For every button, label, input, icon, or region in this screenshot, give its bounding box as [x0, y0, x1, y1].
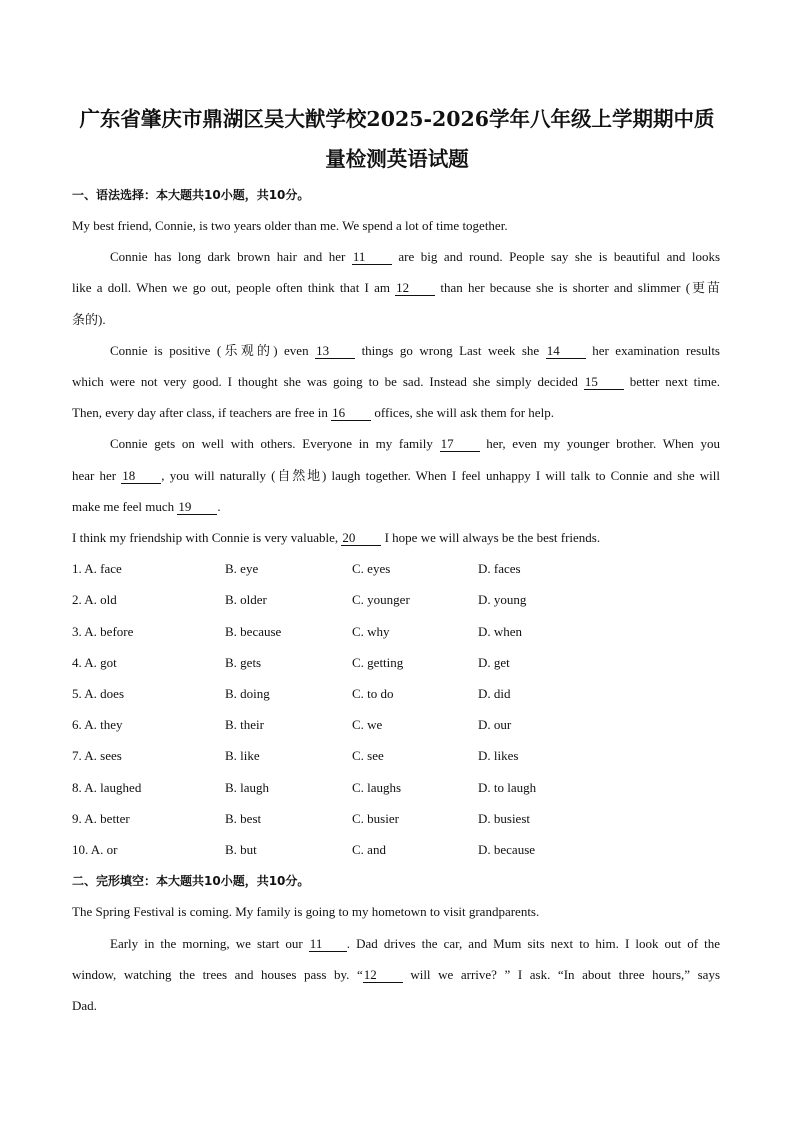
answer-blank: 18 [121, 469, 161, 484]
passage-line: 条的). [72, 312, 106, 327]
passage-line: Connie gets on well with others. Everyone in my family 17 her, even my younger brother. When you [110, 436, 720, 451]
exam-title-line-1: 广东省肇庆市鼎湖区吴大猷学校2025-2026学年八年级上学期期中质 [79, 107, 715, 131]
answer-blank: 19 [177, 500, 217, 515]
option-c[interactable]: C. younger [352, 592, 410, 607]
option-d[interactable]: D. busiest [478, 811, 530, 826]
option-a[interactable]: or [106, 842, 118, 857]
passage-line: hear her 18 , you will naturally (自然地) laugh together. When I feel unhappy I will talk to Connie and she will [72, 468, 721, 483]
section-2-heading: 二、完形填空：本大题共10小题，共10分。 [72, 874, 310, 888]
option-c[interactable]: C. we [352, 717, 383, 732]
option-d[interactable]: D. get [478, 655, 510, 670]
passage-line: Connie is positive (乐观的) even 13 things go wrong Last week she 14 her examination results [110, 343, 720, 358]
option-b[interactable]: B. gets [225, 655, 262, 670]
option-d[interactable]: D. because [478, 842, 536, 857]
answer-blank: 17 [440, 437, 480, 452]
option-a[interactable]: better [100, 811, 130, 826]
passage-line: window, watching the trees and houses pass by. “12 will we arrive? ” I ask. “In about three hours,” says [72, 967, 721, 982]
section-1-heading: 一、语法选择：本大题共10小题，共10分。 [72, 188, 310, 202]
passage-line: I think my friendship with Connie is very valuable, 20 I hope we will always be the best friends. [72, 530, 601, 545]
passage-line: Dad. [72, 998, 97, 1013]
option-b[interactable]: B. doing [225, 686, 270, 701]
option-a[interactable]: old [100, 592, 117, 607]
option-c[interactable]: C. to do [352, 686, 394, 701]
option-d[interactable]: D. faces [478, 561, 521, 576]
option-d[interactable]: D. likes [478, 748, 519, 763]
option-d[interactable]: D. our [478, 717, 512, 732]
answer-blank: 15 [584, 375, 624, 390]
option-a[interactable]: before [100, 624, 134, 639]
passage-line: Connie has long dark brown hair and her 11 are big and round. People say she is beautiful and looks [110, 249, 721, 264]
option-a[interactable]: sees [100, 748, 122, 763]
answer-blank: 11 [309, 937, 347, 952]
passage-line: Then, every day after class, if teachers are free in 16 offices, she will ask them for help. [72, 405, 554, 420]
option-c[interactable]: C. eyes [352, 561, 391, 576]
option-b[interactable]: B. their [225, 717, 264, 732]
option-d[interactable]: D. when [478, 624, 523, 639]
option-a[interactable]: they [100, 717, 123, 732]
option-a[interactable]: got [100, 655, 117, 670]
option-d[interactable]: D. to laugh [478, 780, 537, 795]
option-c[interactable]: C. why [352, 624, 390, 639]
option-c[interactable]: C. and [352, 842, 386, 857]
passage-line: which were not very good. I thought she was going to be sad. Instead she simply decided 15 better next time. [72, 374, 720, 389]
option-a[interactable]: laughed [100, 780, 142, 795]
passage-line: like a doll. When we go out, people often think that I am 12 than her because she is shorter and slimmer (更苗 [72, 280, 720, 295]
option-a[interactable]: does [100, 686, 125, 701]
answer-blank: 16 [331, 406, 371, 421]
option-c[interactable]: C. getting [352, 655, 404, 670]
option-c[interactable]: C. busier [352, 811, 399, 826]
answer-blank: 12 [363, 968, 403, 983]
answer-blank: 12 [395, 281, 435, 296]
option-b[interactable]: B. eye [225, 561, 259, 576]
option-b[interactable]: B. laugh [225, 780, 270, 795]
option-c[interactable]: C. see [352, 748, 384, 763]
option-b[interactable]: B. because [225, 624, 282, 639]
option-d[interactable]: D. did [478, 686, 511, 701]
passage-line: Early in the morning, we start our 11 . Dad drives the car, and Mum sits next to him. I look out of the [110, 936, 720, 951]
exam-page: 广东省肇庆市鼎湖区吴大猷学校2025-2026学年八年级上学期期中质 量检测英语试题 一、语法选择：本大题共10小题，共10分。 My best friend, Connie, is two years older than me. We spend a lot of time together. Connie has long dark brown hair and her 11 are big and round. People say she is beautiful and looks like a doll. When we go out, people often think that I am 12 than her because she is shorter and slimmer (更苗 条的). Connie is positive (乐观的) even 13 things go wrong Last week she 14 her examination results which were not very good. I thought she was going to be sad. Instead she simply decided 15 better next time. Then, every day after class, if teachers are free in 16 offices, she will ask them for help. Connie gets on well with others. Everyone in my family 17 her, even my younger brother. When you hear her 18 , you will naturally (自然地) laugh together. When I feel unhappy I will talk to Connie and she will make me feel much 19 . I think my friendship with Connie is very valuable, 20 I hope we will always be the best friends. 1. A. face B. eye C. eyes D. faces 2. A. old B. older C. younger D. young 3. A. before B. because C. why D. when 4. A. got B. gets C. getting D. get 5. A. does B. doing C. to do D. did 6. A. they B. their C. we D. our 7. A. sees B. like C. see D. likes 8. A. laughed B. laugh C. laughs D. to laugh 9. A. better B. best C. busier D. busiest 10. A. or B. but C. and D. because 二、完形填空：本大题共10小题，共10分。 The Spring Festival is coming. My family is going to my hometown to visit grandparents. Early in the morning, we start our 11 . Dad drives the car, and Mum sits next to him. I look out of the window, watching the trees and houses pass by. “12 will we arrive? ” I ask. “In about three hours,” says Dad. [0, 0, 794, 1123]
option-c[interactable]: C. laughs [352, 780, 402, 795]
exam-title-line-2: 量检测英语试题 [325, 147, 469, 171]
passage-line: My best friend, Connie, is two years older than me. We spend a lot of time together. [72, 218, 508, 233]
answer-blank: 14 [546, 344, 586, 359]
answer-blank: 13 [315, 344, 355, 359]
passage-line: The Spring Festival is coming. My family is going to my hometown to visit grandparents. [72, 904, 540, 919]
option-d[interactable]: D. young [478, 592, 527, 607]
passage-line: make me feel much 19 . [72, 499, 221, 514]
answer-blank: 11 [352, 250, 392, 265]
option-b[interactable]: B. like [225, 748, 260, 763]
option-b[interactable]: B. older [225, 592, 267, 607]
option-a[interactable]: face [100, 561, 122, 576]
option-b[interactable]: B. best [225, 811, 262, 826]
answer-blank: 20 [341, 531, 381, 546]
option-b[interactable]: B. but [225, 842, 257, 857]
